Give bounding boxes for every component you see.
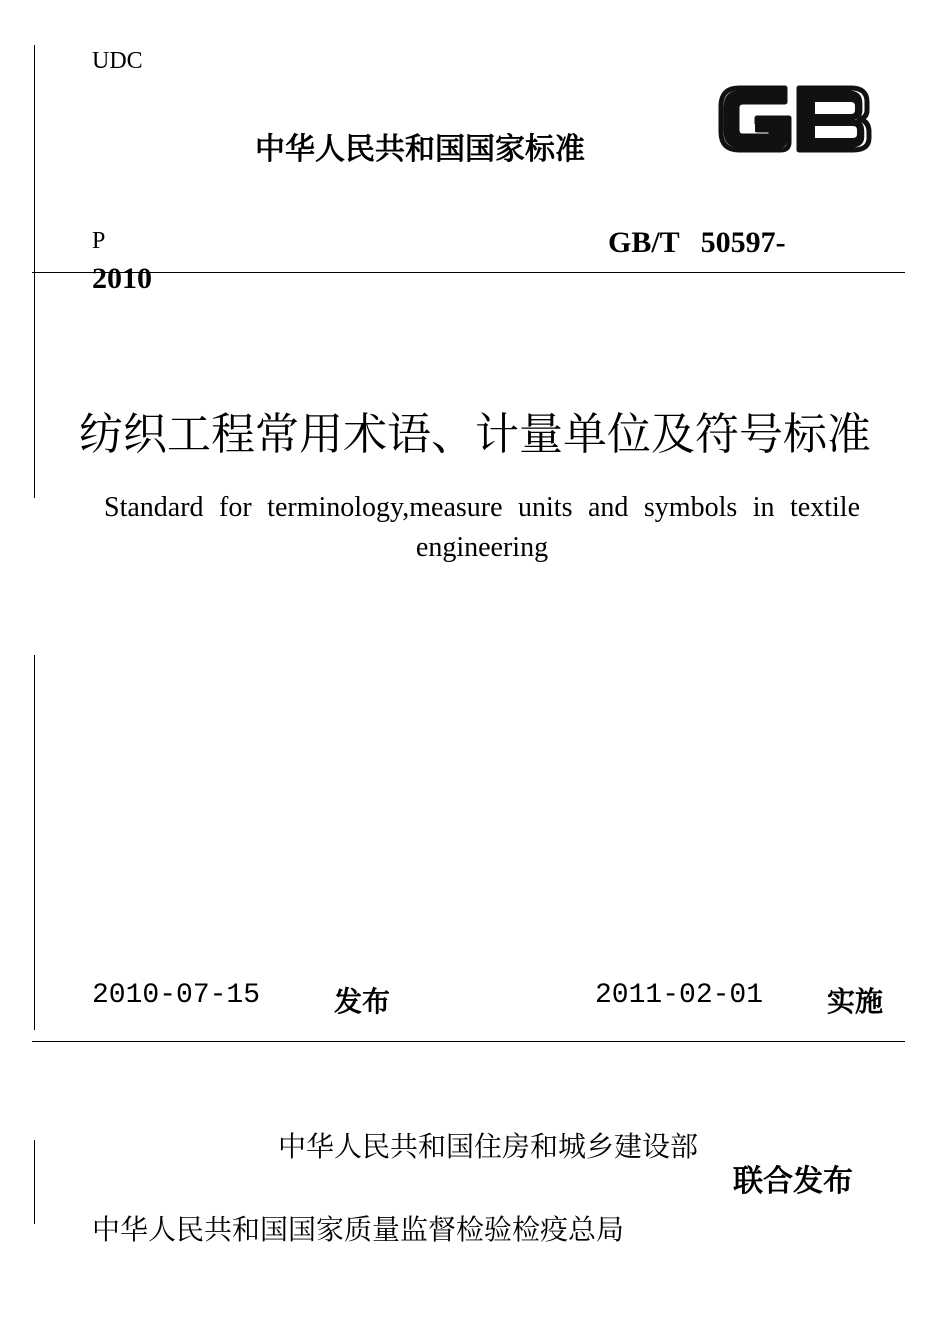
standard-year: 2010 (92, 262, 152, 295)
effective-date: 2011-02-01 (595, 980, 764, 1011)
classification-code: P (92, 228, 106, 254)
title-chinese: 纺织工程常用术语、计量单位及符号标准 (79, 409, 871, 460)
publish-date: 2010-07-15 (92, 980, 261, 1011)
margin-rule-middle (34, 655, 35, 1030)
effective-label: 实施 (827, 985, 884, 1018)
issuer-ministry-housing: 中华人民共和国住房和城乡建设部 (277, 1130, 698, 1163)
gb-logo (715, 78, 875, 160)
footer-divider (32, 1041, 905, 1042)
joint-issue-label: 联合发布 (733, 1164, 853, 1199)
issuer-aqsiq: 中华人民共和国国家质量监督检验检疫总局 (92, 1213, 625, 1246)
header-divider (32, 272, 905, 273)
publish-label: 发布 (334, 985, 391, 1018)
margin-rule-bottom (34, 1140, 35, 1224)
standard-number: GB/T 50597- (608, 226, 786, 259)
standard-type-heading: 中华人民共和国国家标准 (255, 132, 585, 167)
title-english: Standard for terminology,measure units and symbols in textile engineering (104, 492, 860, 563)
udc-label: UDC (92, 48, 143, 74)
